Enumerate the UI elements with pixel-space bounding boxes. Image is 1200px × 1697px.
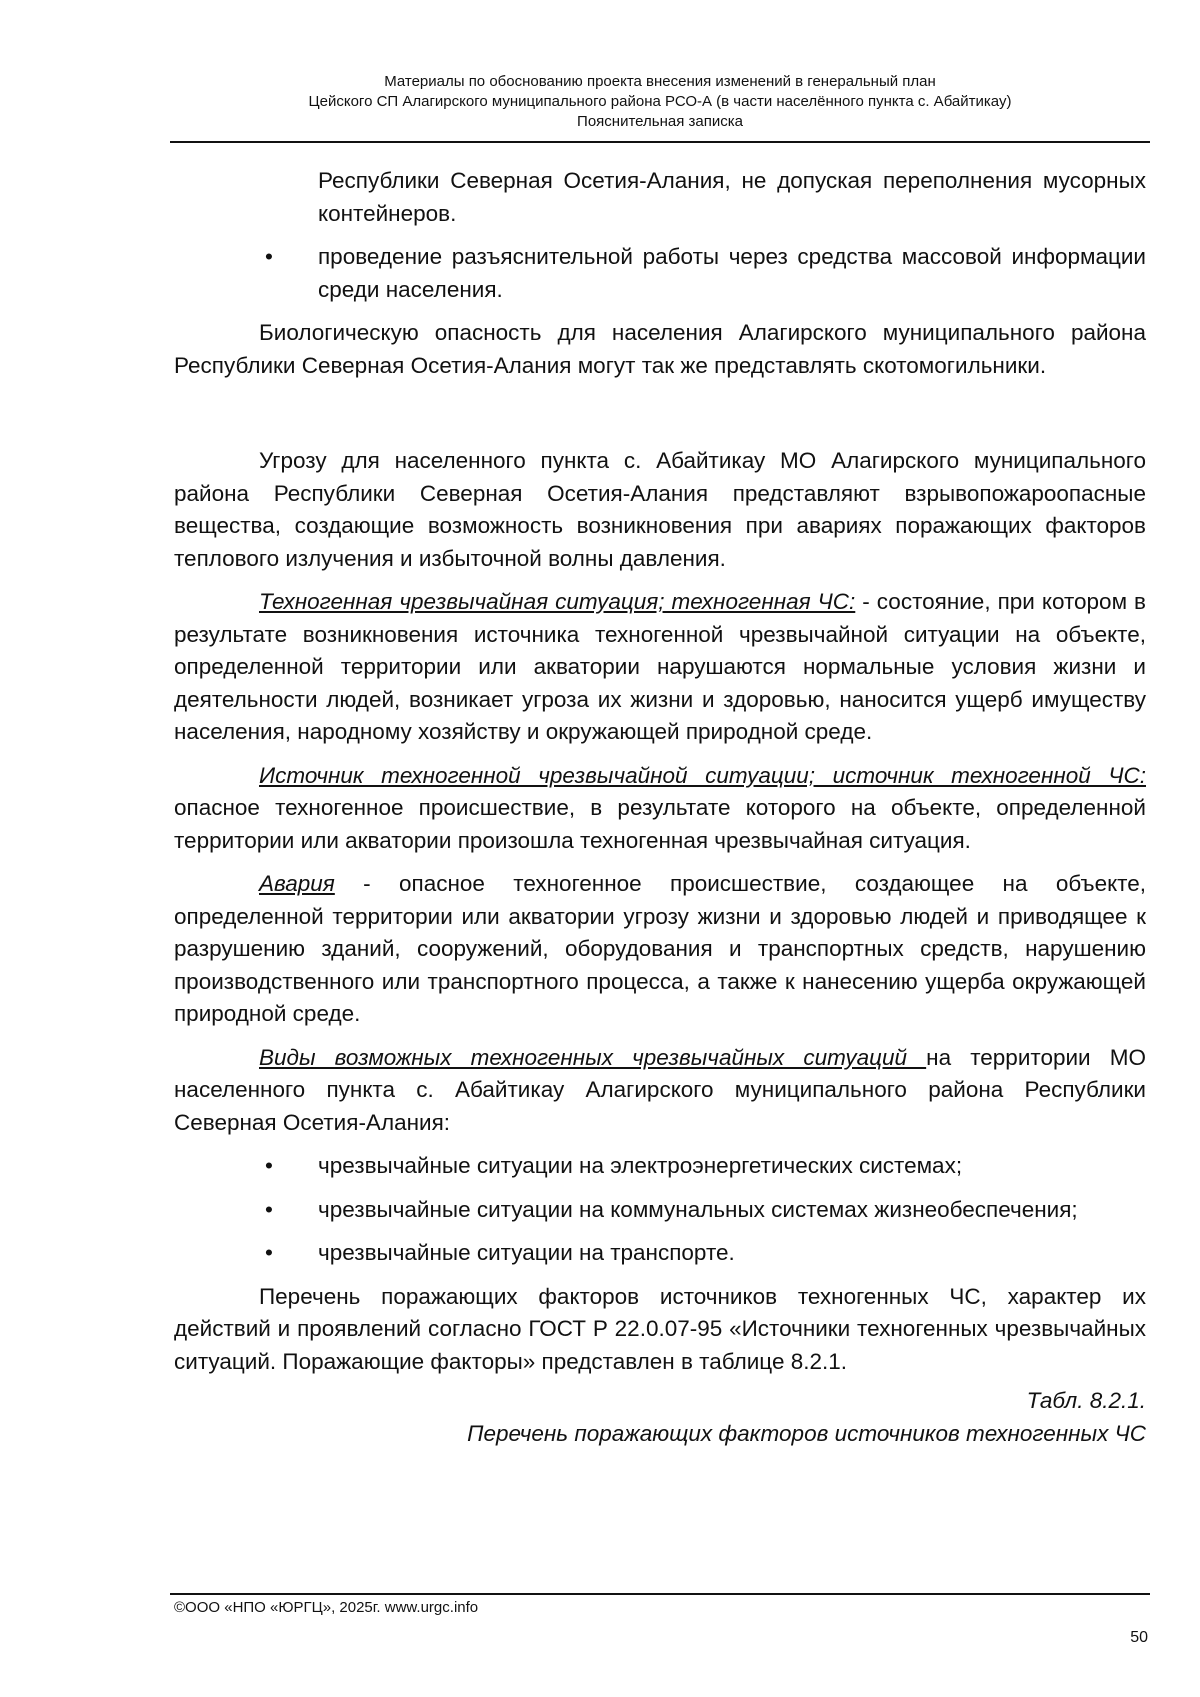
list-item (174, 241, 1146, 306)
definition-text: - состояние, при котором в результате возникновения источника техногенной чрезвычайной ситуации на объекте, определенной территории или акватории нарушаются нормальные условия жизни и деятельности людей, возникает угроза их жизни и здоровью, наносится ущерб имуществу населения, народному хозяйству и окружающей природной среде. (174, 589, 1147, 744)
document-body (174, 165, 1146, 1450)
header-line-2: Цейского СП Алагирского муниципального района РСО-А (в части населённого пункта с. Абайтикау) (308, 93, 1012, 110)
list-item-text: чрезвычайные ситуации на электроэнергетических системах; (318, 1153, 963, 1178)
list-item-text: проведение разъяснительной работы через средства массовой информации среди населения. (318, 244, 1146, 302)
footer-copyright: ©ООО «НПО «ЮРГЦ», 2025г. www.urgc.info (174, 1599, 479, 1616)
table-caption-title: Перечень поражающих факторов источников техногенных ЧС (467, 1420, 1146, 1446)
definition-text: - опасное техногенное происшествие, создающее на объекте, определенной территории или акватории угрозу жизни и здоровью людей и приводящее к разрушению зданий, сооружений, оборудования и транспортных средств, нарушению производственного или транспортного процесса, а также к нанесению ущерба окружающей природной среде. (174, 871, 1146, 1026)
bullet-icon: • (265, 1196, 273, 1222)
list-item-text: чрезвычайные ситуации на коммунальных системах жизнеобеспечения; (318, 1196, 1078, 1222)
paragraph-table-reference: Перечень поражающих факторов источников техногенных ЧС, характер их действий и проявлений согласно ГОСТ Р 22.0.07-95 «Источники техногенных чрезвычайных ситуаций. Поражающие факторы» представлен в таблице 8.2.1. (174, 1283, 1146, 1374)
list-item (174, 1194, 1146, 1227)
bullet-icon: • (265, 1240, 273, 1265)
definition-text: опасное техногенное происшествие, в результате которого на объекте, определенной территории или акватории произошла техногенная чрезвычайная ситуация. (174, 795, 1146, 853)
definition-term: Техногенная чрезвычайная ситуация; техногенная ЧС: (259, 589, 856, 614)
paragraph-biological-hazard: Биологическую опасность для населения Алагирского муниципального района Республики Северная Осетия-Алания могут так же представлять скотомогильники. (174, 320, 1146, 378)
definition-emergency-types (174, 1042, 1146, 1140)
header-line-1: Материалы по обоснованию проекта внесения изменений в генеральный план (384, 73, 936, 90)
definition-term: Виды возможных техногенных чрезвычайных ситуаций (259, 1044, 927, 1070)
bullet-icon: • (265, 244, 273, 269)
list-item (174, 1150, 1146, 1183)
definition-accident (174, 868, 1146, 1031)
definition-text: на территории МО населенного пункта с. Абайтикау Алагирского муниципального района Республики Северная Осетия-Алания: (174, 1044, 1146, 1135)
bullet-continuation: Республики Северная Осетия-Алания, не допуская переполнения мусорных контейнеров. (318, 168, 1146, 226)
bullet-icon: • (265, 1153, 273, 1178)
definition-term: Авария (259, 871, 335, 896)
definition-technogenic-emergency (174, 586, 1146, 749)
footer-divider (170, 1593, 1150, 1595)
page-header (170, 72, 1150, 132)
header-divider (170, 141, 1150, 143)
list-item (174, 1237, 1146, 1270)
definition-term: Источник техногенной чрезвычайной ситуации; источник техногенной ЧС: (259, 762, 1146, 788)
paragraph-threat: Угрозу для населенного пункта с. Абайтикау МО Алагирского муниципального района Республики Северная Осетия-Алания представляют взрывопожароопасные вещества, создающие возможность возникновения при авариях поражающих факторов теплового излучения и избыточной волны давления. (174, 448, 1146, 571)
definition-emergency-source (174, 760, 1146, 858)
table-caption-number: Табл. 8.2.1. (1026, 1388, 1146, 1413)
header-line-3: Пояснительная записка (577, 113, 743, 130)
list-item-text: чрезвычайные ситуации на транспорте. (318, 1240, 735, 1265)
page-number: 50 (1130, 1629, 1148, 1646)
